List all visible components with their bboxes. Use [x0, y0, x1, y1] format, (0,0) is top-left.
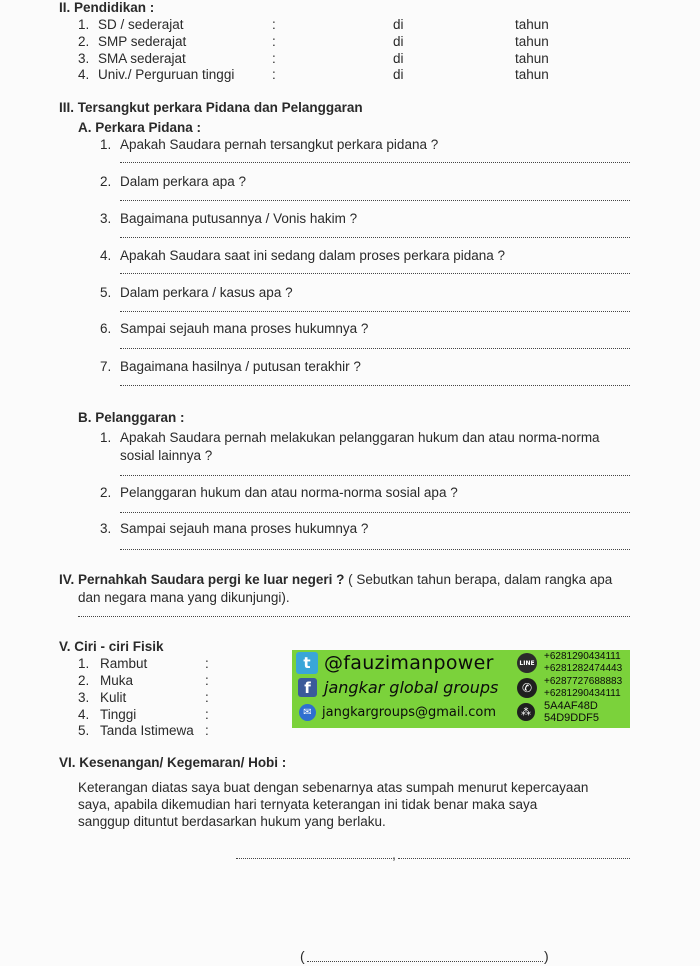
bbm-icon: ⁂	[517, 703, 535, 721]
part-b-title: B. Pelanggaran :	[78, 410, 185, 425]
banner-handle: @fauzimanpower	[324, 652, 494, 674]
date-comma: ,	[392, 846, 396, 862]
banner-row-facebook	[298, 678, 498, 697]
banner-company: jangkar global groups	[324, 678, 499, 697]
edu-label: SMA sederajat	[98, 51, 186, 66]
question-number: 3.	[100, 521, 112, 536]
answer-line[interactable]	[120, 237, 630, 238]
edu-colon: :	[272, 17, 276, 32]
edu-tahun: tahun	[515, 67, 549, 82]
date-line[interactable]	[398, 858, 630, 859]
statement-line: sanggup dituntut berdasarkan hukum yang berlaku.	[78, 814, 386, 829]
answer-line[interactable]	[120, 311, 630, 312]
question-number: 7.	[100, 359, 112, 374]
facebook-icon: f	[298, 678, 317, 697]
answer-line[interactable]	[120, 162, 630, 163]
trait-colon: :	[205, 656, 209, 671]
bbm-pin: 54D9DDF5	[544, 712, 600, 724]
question-text-cont: sosial lainnya ?	[120, 448, 213, 463]
signature-open-paren: (	[300, 948, 305, 964]
edu-tahun: tahun	[515, 34, 549, 49]
question-number: 5.	[100, 285, 112, 300]
question-number: 1.	[100, 430, 112, 445]
trait-num: 4.	[78, 707, 90, 722]
banner-row-email	[299, 704, 496, 721]
answer-line[interactable]	[120, 348, 630, 349]
edu-tahun: tahun	[515, 51, 549, 66]
question-number: 4.	[100, 248, 112, 263]
mail-icon: ✉	[299, 704, 316, 721]
trait-num: 2.	[78, 673, 90, 688]
question-number: 1.	[100, 137, 112, 152]
trait-label: Tinggi	[100, 707, 137, 722]
answer-line[interactable]	[120, 475, 630, 476]
answer-line[interactable]	[120, 549, 630, 550]
section3-heading: III. Tersangkut perkara Pidana dan Pelanggaran	[59, 100, 363, 115]
line-icon: LINE	[517, 653, 537, 673]
section2-heading: II. Pendidikan :	[59, 0, 155, 15]
part-a-title: A. Perkara Pidana :	[78, 120, 202, 135]
trait-colon: :	[205, 673, 209, 688]
signature-line[interactable]	[307, 961, 543, 962]
edu-label: SMP sederajat	[98, 34, 187, 49]
line-number: +6281290434111	[544, 651, 621, 662]
question-text: Apakah Saudara saat ini sedang dalam proses perkara pidana ?	[120, 248, 506, 263]
line-number: +6281282474443	[544, 663, 623, 674]
question-text: Bagaimana hasilnya / putusan terakhir ?	[120, 359, 361, 374]
edu-colon: :	[272, 51, 276, 66]
answer-line[interactable]	[120, 512, 630, 513]
twitter-icon: t	[296, 652, 318, 674]
edu-num: 1.	[78, 17, 90, 32]
signature-close-paren: )	[544, 948, 549, 964]
answer-line[interactable]	[120, 385, 630, 386]
edu-label: SD / sederajat	[98, 17, 184, 32]
place-line[interactable]	[236, 858, 392, 859]
question-text: Apakah Saudara pernah tersangkut perkara pidana ?	[120, 137, 439, 152]
trait-num: 1.	[78, 656, 90, 671]
answer-line[interactable]	[78, 616, 630, 617]
section4-title: IV. Pernahkah Saudara pergi ke luar negeri ?	[59, 572, 345, 587]
section4-note-cont: dan negara mana yang dikunjungi).	[78, 590, 290, 605]
whatsapp-number: +6281290434111	[544, 688, 621, 699]
edu-num: 3.	[78, 51, 90, 66]
question-number: 2.	[100, 174, 112, 189]
question-text: Apakah Saudara pernah melakukan pelanggaran hukum dan atau norma-norma	[120, 430, 600, 445]
trait-colon: :	[205, 723, 209, 738]
edu-di: di	[393, 51, 404, 66]
question-text: Dalam perkara apa ?	[120, 174, 247, 189]
section6-heading: VI. Kesenangan/ Kegemaran/ Hobi :	[59, 755, 287, 770]
answer-line[interactable]	[120, 200, 630, 201]
statement-line: saya, apabila dikemudian hari ternyata keterangan ini tidak benar maka saya	[78, 797, 538, 812]
trait-label: Tanda Istimewa	[100, 723, 194, 738]
edu-di: di	[393, 17, 404, 32]
trait-label: Muka	[100, 673, 134, 688]
question-number: 2.	[100, 485, 112, 500]
trait-label: Rambut	[100, 656, 148, 671]
whatsapp-icon: ✆	[517, 678, 537, 698]
bbm-pin: 5A4AF48D	[544, 700, 598, 712]
contact-banner	[292, 650, 630, 728]
edu-colon: :	[272, 34, 276, 49]
question-text: Dalam perkara / kasus apa ?	[120, 285, 293, 300]
banner-email: jangkargroups@gmail.com	[322, 705, 496, 720]
statement-line: Keterangan diatas saya buat dengan sebenarnya atas sumpah menurut kepercayaan	[78, 780, 589, 795]
question-text: Bagaimana putusannya / Vonis hakim ?	[120, 211, 358, 226]
question-number: 3.	[100, 211, 112, 226]
trait-colon: :	[205, 690, 209, 705]
question-text: Pelanggaran hukum dan atau norma-norma sosial apa ?	[120, 485, 458, 500]
whatsapp-number: +6287727688883	[544, 676, 623, 687]
edu-di: di	[393, 34, 404, 49]
section5-heading: V. Ciri - ciri Fisik	[59, 639, 164, 654]
edu-tahun: tahun	[515, 17, 549, 32]
trait-num: 5.	[78, 723, 90, 738]
banner-row-twitter	[296, 652, 494, 674]
trait-colon: :	[205, 707, 209, 722]
edu-num: 4.	[78, 67, 90, 82]
section4-heading	[59, 572, 612, 588]
edu-num: 2.	[78, 34, 90, 49]
edu-label: Univ./ Perguruan tinggi	[98, 67, 235, 82]
edu-di: di	[393, 67, 404, 82]
trait-label: Kulit	[100, 690, 127, 705]
question-number: 6.	[100, 321, 112, 336]
question-text: Sampai sejauh mana proses hukumnya ?	[120, 521, 369, 536]
answer-line[interactable]	[120, 273, 630, 274]
trait-num: 3.	[78, 690, 90, 705]
question-text: Sampai sejauh mana proses hukumnya ?	[120, 321, 369, 336]
section4-note: ( Sebutkan tahun berapa, dalam rangka apa	[344, 572, 613, 587]
edu-colon: :	[272, 67, 276, 82]
